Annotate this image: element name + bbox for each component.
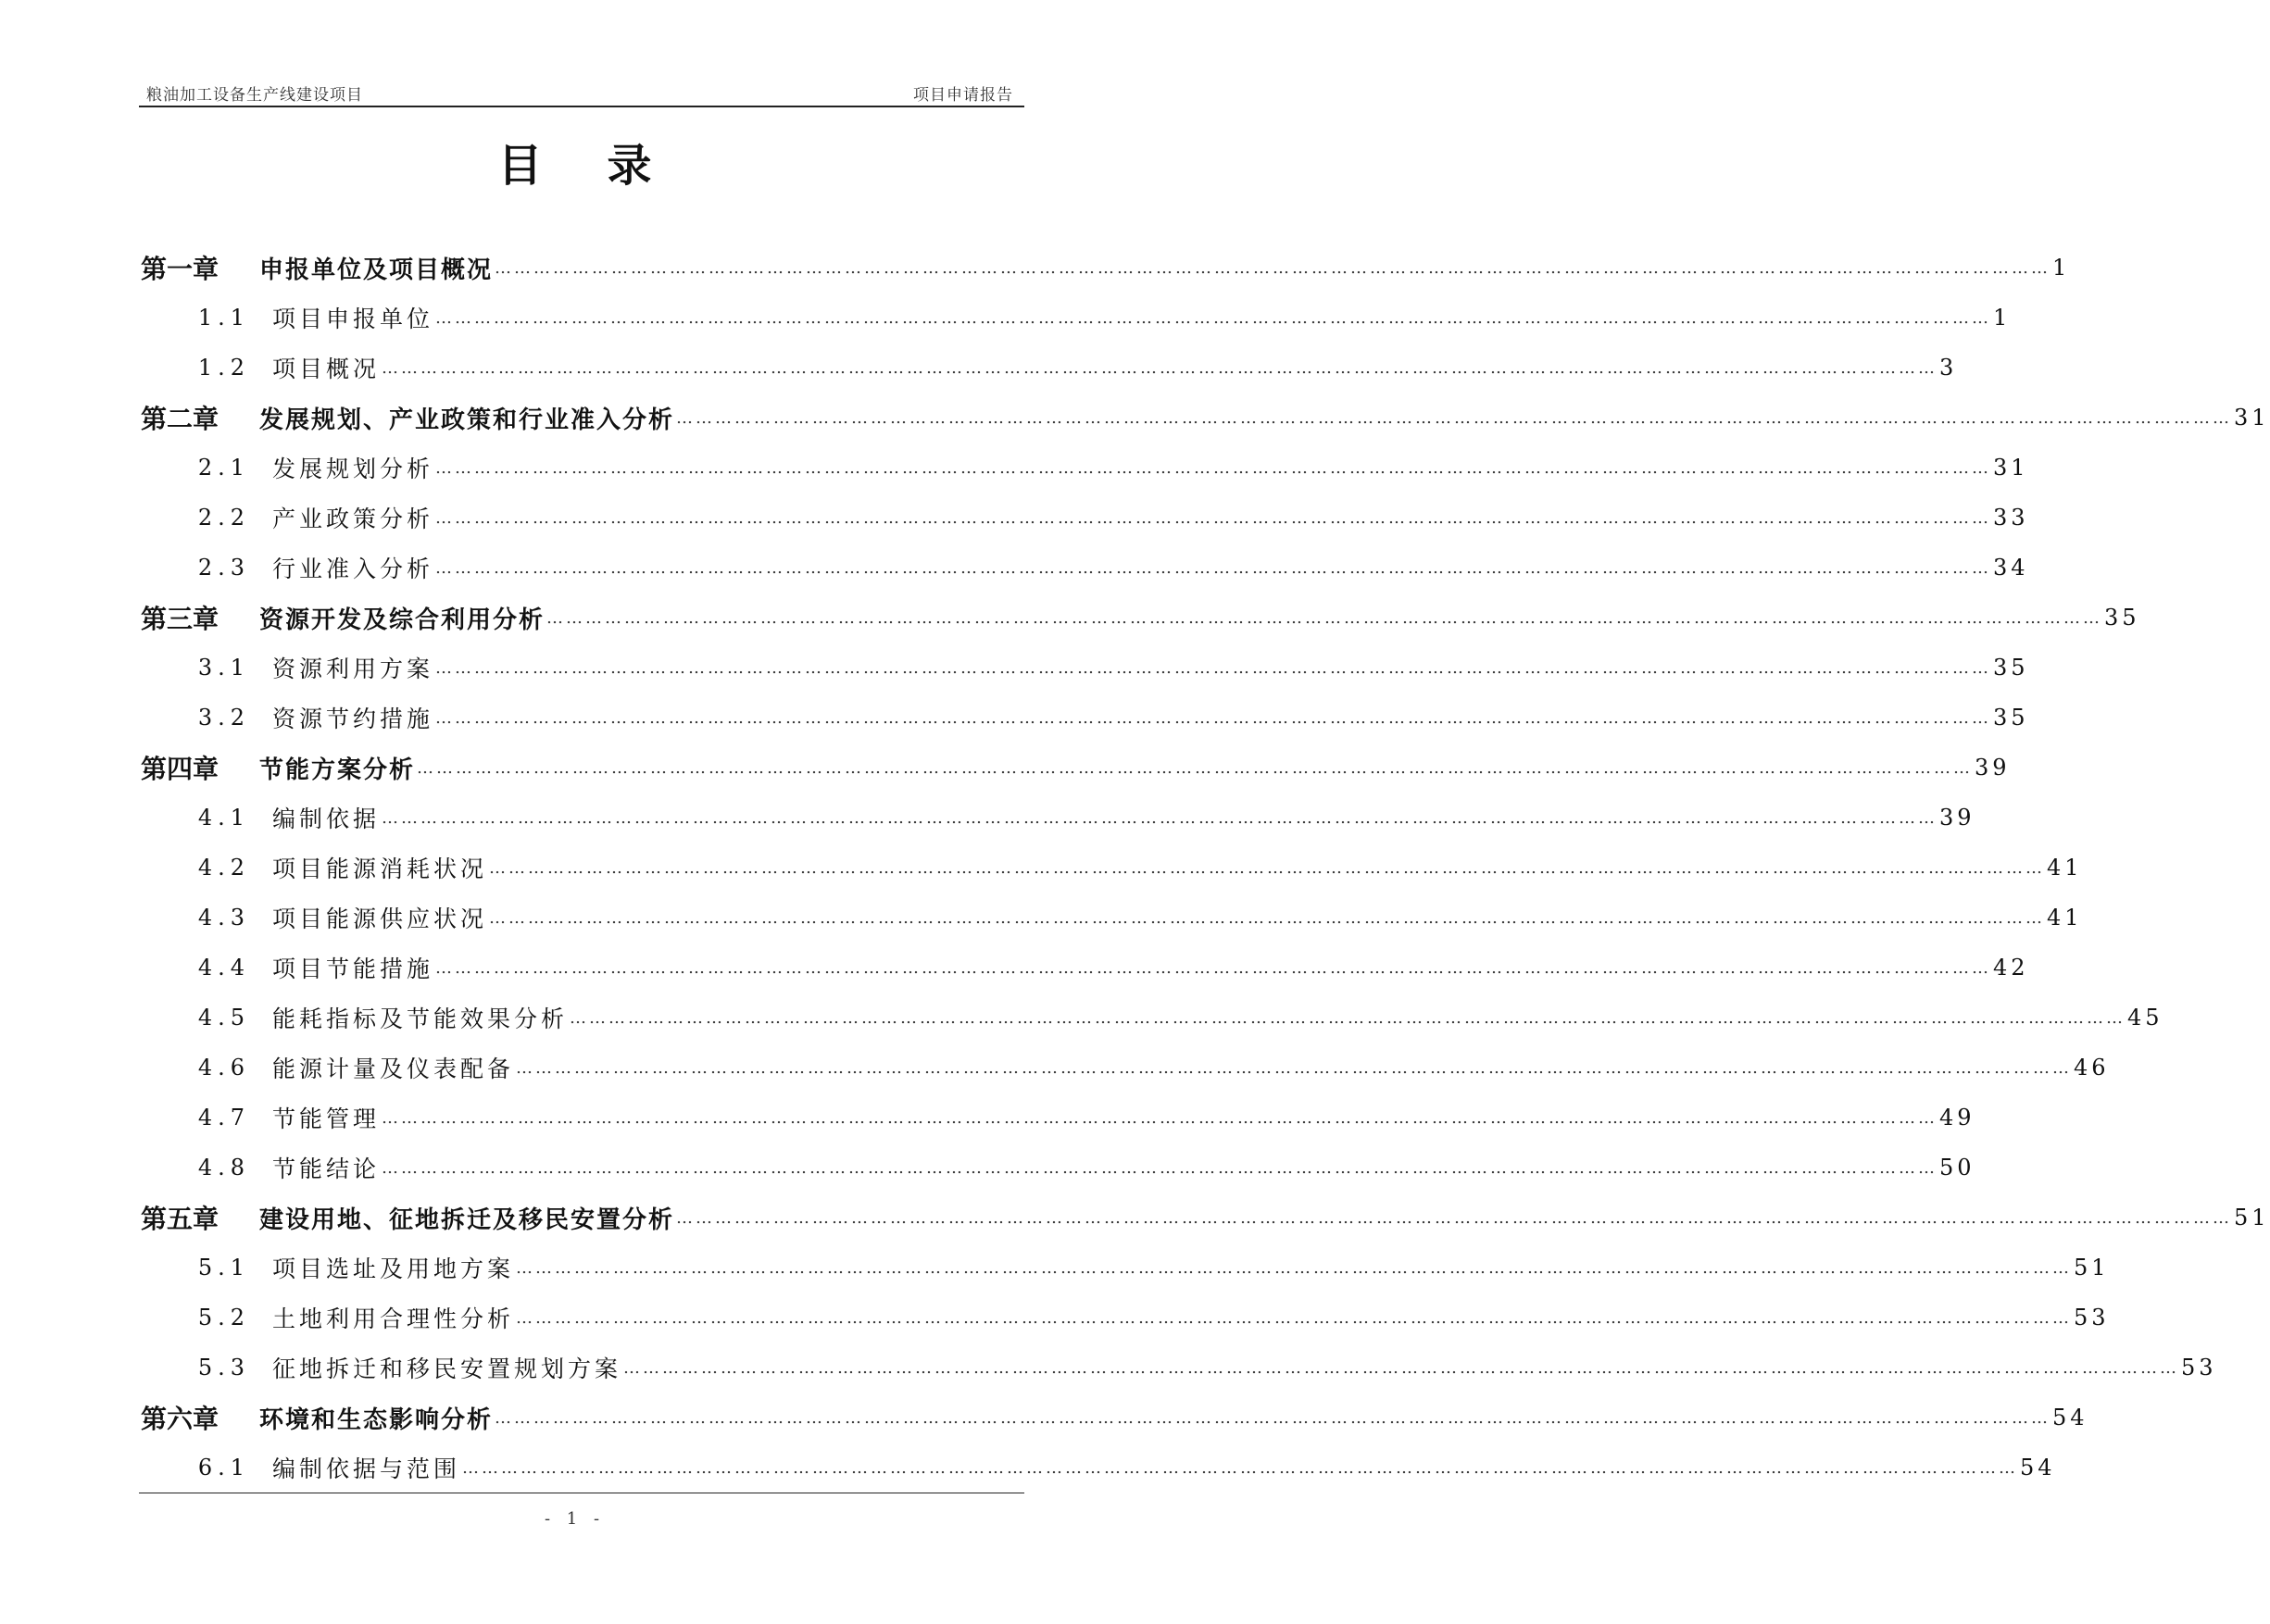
- toc-section-entry[interactable]: [141, 1243, 2110, 1293]
- toc-page-number: 51: [2074, 1255, 2110, 1280]
- toc-section-entry[interactable]: [141, 793, 1975, 843]
- header-project-name: 粮油加工设备生产线建设项目: [146, 86, 363, 105]
- toc-entry-title: 能耗指标及节能效果分析: [272, 1006, 569, 1032]
- toc-page-number: 1: [2052, 255, 2071, 281]
- toc-section-entry[interactable]: [141, 343, 1958, 393]
- toc-section-entry[interactable]: [141, 1293, 2110, 1343]
- toc-chapter-entry[interactable]: [141, 1193, 2270, 1243]
- toc-dot-leader: ……………………………………………………………………………………………………………………………………………………………………………………………………………………: [489, 907, 2046, 928]
- toc-dot-leader: ……………………………………………………………………………………………………………………………………………………………………………………………………………………: [623, 1357, 2180, 1378]
- toc-section-number: 5.1: [197, 1255, 250, 1280]
- toc-section-entry[interactable]: [141, 893, 2083, 943]
- toc-page-number: 33: [1993, 505, 2029, 531]
- toc-chapter-number: 第四章: [141, 754, 219, 784]
- toc-chapter-entry[interactable]: [141, 1393, 2088, 1443]
- toc-dot-leader: ……………………………………………………………………………………………………………………………………………………………………………………………………………………: [495, 1407, 2051, 1428]
- toc-entry-title: 编制依据: [272, 806, 381, 832]
- toc-page-number: 45: [2127, 1005, 2163, 1031]
- toc-entry-title: 产业政策分析: [272, 506, 434, 532]
- toc-dot-leader: ……………………………………………………………………………………………………………………………………………………………………………………………………………………: [382, 807, 1938, 828]
- toc-section-number: 5.3: [197, 1355, 250, 1380]
- toc-dot-leader: ……………………………………………………………………………………………………………………………………………………………………………………………………………………: [382, 357, 1938, 378]
- toc-section-number: 3.2: [197, 705, 250, 731]
- toc-page-number: 46: [2074, 1055, 2110, 1081]
- toc-dot-leader: ……………………………………………………………………………………………………………………………………………………………………………………………………………………: [676, 407, 2233, 428]
- toc-entry-title: 资源利用方案: [272, 656, 434, 682]
- toc-section-entry[interactable]: [141, 693, 2029, 743]
- toc-section-number: 4.7: [197, 1105, 250, 1131]
- toc-chapter-number: 第一章: [141, 254, 219, 284]
- toc-entry-title: 资源节约措施: [272, 706, 434, 732]
- toc-entry-title: 项目能源供应状况: [272, 906, 488, 932]
- toc-entry-title: 项目概况: [272, 356, 381, 382]
- toc-section-entry[interactable]: [141, 293, 2012, 343]
- toc-dot-leader: ……………………………………………………………………………………………………………………………………………………………………………………………………………………: [516, 1057, 2073, 1078]
- toc-dot-leader: ……………………………………………………………………………………………………………………………………………………………………………………………………………………: [435, 307, 1992, 328]
- toc-section-entry[interactable]: [141, 543, 2029, 593]
- toc-chapter-number: 第三章: [141, 604, 219, 634]
- toc-section-entry[interactable]: [141, 993, 2163, 1043]
- toc-section-number: 4.8: [197, 1155, 250, 1181]
- toc-section-entry[interactable]: [141, 1443, 2056, 1493]
- toc-page-number: 41: [2047, 905, 2083, 931]
- toc-entry-title: 行业准入分析: [272, 556, 434, 582]
- toc-entry-title: 项目节能措施: [272, 956, 434, 982]
- toc-section-number: 4.2: [197, 855, 250, 881]
- toc-dot-leader: ……………………………………………………………………………………………………………………………………………………………………………………………………………………: [516, 1257, 2073, 1278]
- toc-dot-leader: ……………………………………………………………………………………………………………………………………………………………………………………………………………………: [435, 707, 1992, 728]
- table-of-contents: [141, 243, 2270, 1493]
- toc-dot-leader: ……………………………………………………………………………………………………………………………………………………………………………………………………………………: [489, 857, 2046, 878]
- toc-entry-title: 环境和生态影响分析: [259, 1405, 494, 1434]
- toc-dot-leader: ……………………………………………………………………………………………………………………………………………………………………………………………………………………: [462, 1457, 2019, 1478]
- toc-chapter-number: 第二章: [141, 404, 219, 434]
- toc-page-number: 35: [2104, 605, 2140, 631]
- toc-dot-leader: ……………………………………………………………………………………………………………………………………………………………………………………………………………………: [382, 1157, 1938, 1178]
- toc-entry-title: 能源计量及仪表配备: [272, 1056, 515, 1082]
- toc-chapter-entry[interactable]: [141, 243, 2071, 293]
- toc-page-number: 3: [1939, 355, 1958, 381]
- toc-section-entry[interactable]: [141, 493, 2029, 543]
- page-title: 目录: [497, 140, 717, 192]
- toc-page-number: 39: [1939, 805, 1975, 831]
- toc-section-entry[interactable]: [141, 443, 2029, 493]
- toc-entry-title: 节能结论: [272, 1156, 381, 1182]
- toc-section-entry[interactable]: [141, 943, 2029, 993]
- toc-page-number: 54: [2052, 1405, 2088, 1430]
- toc-section-number: 4.1: [197, 805, 250, 831]
- toc-chapter-entry[interactable]: [141, 743, 2011, 793]
- toc-page-number: 1: [1993, 305, 2012, 331]
- toc-section-number: 3.1: [197, 655, 250, 681]
- toc-dot-leader: ……………………………………………………………………………………………………………………………………………………………………………………………………………………: [570, 1007, 2126, 1028]
- page-header: [139, 81, 1024, 107]
- toc-page-number: 34: [1993, 555, 2029, 581]
- toc-page-number: 53: [2074, 1305, 2110, 1330]
- toc-section-number: 6.1: [197, 1455, 250, 1480]
- toc-entry-title: 征地拆迁和移民安置规划方案: [272, 1355, 622, 1382]
- toc-dot-leader: ……………………………………………………………………………………………………………………………………………………………………………………………………………………: [516, 1307, 2073, 1328]
- toc-dot-leader: ……………………………………………………………………………………………………………………………………………………………………………………………………………………: [546, 607, 2103, 628]
- toc-entry-title: 发展规划分析: [272, 456, 434, 482]
- toc-section-number: 1.1: [197, 305, 250, 331]
- toc-entry-title: 项目能源消耗状况: [272, 856, 488, 882]
- toc-section-number: 4.4: [197, 955, 250, 981]
- toc-chapter-number: 第六章: [141, 1404, 219, 1434]
- toc-page-number: 39: [1975, 755, 2011, 781]
- toc-entry-title: 节能管理: [272, 1106, 381, 1132]
- toc-section-entry[interactable]: [141, 843, 2083, 893]
- header-document-type: 项目申请报告: [913, 86, 1013, 105]
- toc-page-number: 54: [2020, 1455, 2056, 1480]
- toc-dot-leader: ……………………………………………………………………………………………………………………………………………………………………………………………………………………: [382, 1107, 1938, 1128]
- toc-section-entry[interactable]: [141, 1043, 2110, 1093]
- toc-entry-title: 编制依据与范围: [272, 1455, 461, 1482]
- toc-entry-title: 申报单位及项目概况: [259, 256, 494, 284]
- toc-page-number: 41: [2047, 855, 2083, 881]
- toc-section-entry[interactable]: [141, 1093, 1975, 1143]
- toc-entry-title: 项目选址及用地方案: [272, 1255, 515, 1282]
- toc-section-entry[interactable]: [141, 1343, 2217, 1393]
- toc-section-entry[interactable]: [141, 643, 2029, 693]
- toc-section-number: 1.2: [197, 355, 250, 381]
- page-number: - 1 -: [544, 1509, 606, 1529]
- toc-page-number: 42: [1993, 955, 2029, 981]
- toc-dot-leader: ……………………………………………………………………………………………………………………………………………………………………………………………………………………: [495, 257, 2051, 278]
- toc-dot-leader: ……………………………………………………………………………………………………………………………………………………………………………………………………………………: [435, 507, 1992, 528]
- toc-page-number: 51: [2234, 1205, 2270, 1230]
- toc-section-entry[interactable]: [141, 1143, 1975, 1193]
- toc-page-number: 31: [1993, 455, 2029, 481]
- toc-page-number: 50: [1939, 1155, 1975, 1181]
- toc-section-number: 2.1: [197, 455, 250, 481]
- toc-page-number: 31: [2234, 405, 2270, 431]
- toc-dot-leader: ……………………………………………………………………………………………………………………………………………………………………………………………………………………: [435, 557, 1992, 578]
- toc-dot-leader: ……………………………………………………………………………………………………………………………………………………………………………………………………………………: [435, 657, 1992, 678]
- toc-chapter-entry[interactable]: [141, 393, 2270, 443]
- toc-section-number: 2.2: [197, 505, 250, 531]
- toc-dot-leader: ……………………………………………………………………………………………………………………………………………………………………………………………………………………: [435, 957, 1992, 978]
- toc-section-number: 2.3: [197, 555, 250, 581]
- toc-page-number: 53: [2181, 1355, 2217, 1380]
- toc-section-number: 4.5: [197, 1005, 250, 1031]
- toc-page-number: 35: [1993, 705, 2029, 731]
- toc-chapter-entry[interactable]: [141, 593, 2140, 643]
- toc-page-number: 49: [1939, 1105, 1975, 1131]
- toc-dot-leader: ……………………………………………………………………………………………………………………………………………………………………………………………………………………: [435, 457, 1992, 478]
- toc-section-number: 4.3: [197, 905, 250, 931]
- toc-dot-leader: ……………………………………………………………………………………………………………………………………………………………………………………………………………………: [676, 1207, 2233, 1228]
- toc-entry-title: 项目申报单位: [272, 306, 434, 332]
- toc-entry-title: 节能方案分析: [259, 756, 416, 784]
- toc-section-number: 4.6: [197, 1055, 250, 1081]
- toc-dot-leader: ……………………………………………………………………………………………………………………………………………………………………………………………………………………: [417, 757, 1974, 778]
- toc-page-number: 35: [1993, 655, 2029, 681]
- toc-entry-title: 发展规划、产业政策和行业准入分析: [259, 406, 675, 434]
- toc-entry-title: 土地利用合理性分析: [272, 1305, 515, 1332]
- toc-entry-title: 资源开发及综合利用分析: [259, 606, 546, 634]
- toc-section-number: 5.2: [197, 1305, 250, 1330]
- toc-entry-title: 建设用地、征地拆迁及移民安置分析: [259, 1206, 675, 1234]
- toc-chapter-number: 第五章: [141, 1204, 219, 1234]
